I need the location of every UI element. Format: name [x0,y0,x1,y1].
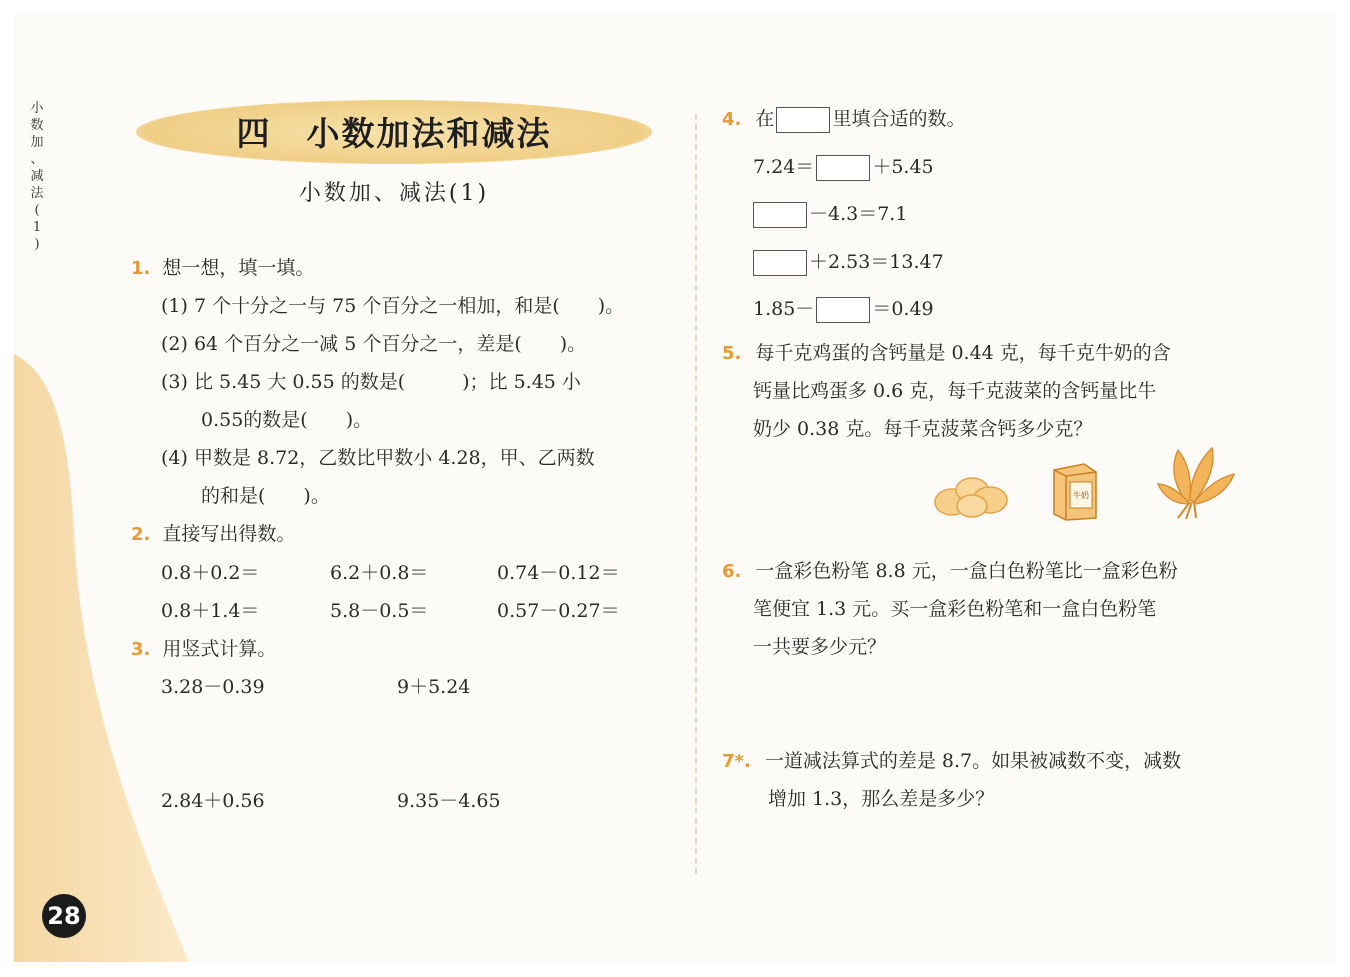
question-6-line-1: 6. 一盒彩色粉笔 8.8 元，一盒白色粉笔比一盒彩色粉 [722,560,1178,582]
question-3-header: 3. 用竖式计算。 [131,638,277,660]
side-section-label: 小 数 加 、 减 法 ( 1 ) [30,101,44,252]
question-2-header: 2. 直接写出得数。 [131,523,296,545]
q4-equation-4: 1.85－ ＝0.49 [753,294,934,323]
answer-box-sample [776,107,830,133]
q2-expr: 6.2＋0.8＝ [330,562,429,584]
spinach-icon [1156,440,1240,520]
q1-item-4-cont: 的和是( )。 [201,485,330,507]
answer-box[interactable] [753,250,807,276]
question-6-line-2: 笔便宜 1.3 元。买一盒彩色粉笔和一盒白色粉笔 [753,598,1157,620]
q2-expr: 5.8－0.5＝ [330,600,429,622]
q1-item-4: (4) 甲数是 8.72，乙数比甲数小 4.28，甲、乙两数 [161,447,595,469]
question-1-header: 1. 想一想，填一填。 [131,257,315,279]
question-5-line-3: 奶少 0.38 克。每千克菠菜含钙多少克？ [753,418,1093,440]
q4-equation-2: －4.3＝7.1 [753,199,907,228]
q3-expr: 3.28－0.39 [161,676,265,698]
question-7-line-2: 增加 1.3，那么差是多少？ [768,788,995,810]
q1-item-3-cont: 0.55的数是( )。 [201,409,373,431]
q1-item-3: (3) 比 5.45 大 0.55 的数是( )；比 5.45 小 [161,371,581,393]
q3-expr: 9.35－4.65 [397,790,501,812]
q3-expr: 2.84＋0.56 [161,790,265,812]
page-number: 28 [42,894,86,938]
q4-equation-3: ＋2.53＝13.47 [753,247,944,276]
q2-expr: 0.8＋0.2＝ [161,562,260,584]
answer-box[interactable] [753,202,807,228]
column-divider [695,114,697,874]
q4-equation-1: 7.24＝ ＋5.45 [753,152,934,181]
question-5-line-2: 钙量比鸡蛋多 0.6 克，每千克菠菜的含钙量比牛 [753,380,1157,402]
q3-expr: 9＋5.24 [397,676,471,698]
answer-box[interactable] [816,297,870,323]
milk-carton-icon [1046,460,1102,522]
q2-expr: 0.8＋1.4＝ [161,600,260,622]
question-5-line-1: 5. 每千克鸡蛋的含钙量是 0.44 克，每千克牛奶的含 [722,342,1171,364]
question-6-line-3: 一共要多少元？ [753,636,887,658]
q2-expr: 0.57－0.27＝ [497,600,620,622]
q2-expr: 0.74－0.12＝ [497,562,620,584]
q1-item-1: (1) 7 个十分之一与 75 个百分之一相加，和是( )。 [161,295,625,317]
chapter-title: 四 小数加法和减法 [236,114,552,153]
question-7-line-1: 7*. 一道减法算式的差是 8.7。如果被减数不变，减数 [722,750,1182,772]
q1-item-2: (2) 64 个百分之一减 5 个百分之一，差是( )。 [161,333,587,355]
eggs-icon [932,470,1012,518]
milk-carton-label: 牛奶 [1073,491,1089,500]
answer-box[interactable] [816,155,870,181]
question-4-header: 4. 在 里填合适的数。 [722,104,965,133]
section-title: 小数加、减法(1) [298,181,490,206]
